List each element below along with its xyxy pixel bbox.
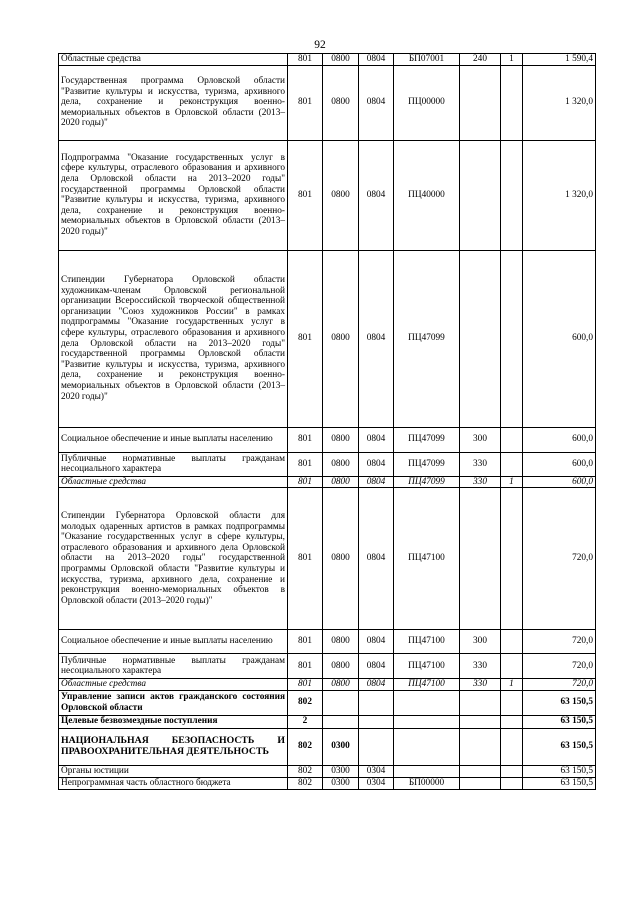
row-name: Публичные нормативные выплаты гражданам несоциального характера bbox=[59, 654, 288, 679]
row-grbs: 801 bbox=[288, 679, 323, 691]
row-sum: 63 150,5 bbox=[523, 765, 596, 777]
row-section: 0800 bbox=[323, 65, 359, 140]
row-sum: 600,0 bbox=[523, 427, 596, 452]
row-name: Государственная программа Орловской области "Развитие культуры и искусства, туризма, архивного дела, сохранение и реконструкция военно-мемориальных объектов в Орловской области (2013–2020 годы)" bbox=[59, 65, 288, 140]
row-grbs: 802 bbox=[288, 777, 323, 789]
row-grbs: 802 bbox=[288, 728, 323, 765]
row-target-article: ПЦ47100 bbox=[394, 679, 460, 691]
row-funding-source: 1 bbox=[501, 54, 523, 66]
table-row bbox=[59, 488, 596, 630]
row-grbs: 801 bbox=[288, 427, 323, 452]
row-grbs: 802 bbox=[288, 765, 323, 777]
row-target-article bbox=[394, 728, 460, 765]
row-section: 0800 bbox=[323, 427, 359, 452]
row-expense-type: 300 bbox=[460, 427, 501, 452]
row-expense-type bbox=[460, 65, 501, 140]
row-funding-source bbox=[501, 452, 523, 476]
row-expense-type bbox=[460, 690, 501, 715]
row-name: Стипендии Губернатора Орловской области художникам-членам Орловской региональной организации Всероссийской творческой общественной организации "Союз художников России" в рамках подпрограммы "Оказание государственных услуг в сфере культуры, отраслевого образования и архивного дела Орловской области на 2013–2020 годы" государственной программы Орловской области "Развитие культуры и искусства, туризма, архивного дела, сохранение и реконструкция военно-мемориальных объектов в Орловской области (2013–2020 годы)" bbox=[59, 250, 288, 427]
row-name: Органы юстиции bbox=[59, 765, 288, 777]
row-target-article: БП07001 bbox=[394, 54, 460, 66]
row-section: 0800 bbox=[323, 654, 359, 679]
row-name: Стипендии Губернатора Орловской области для молодых одаренных артистов в рамках подпрограммы "Оказание государственных услуг в сфере культуры, отраслевого образования и архивного дела Орловской области на 2013–2020 годы" государственной программы Орловской области "Развитие культуры и искусства, туризма, архивного дела, сохранение и реконструкция военно-мемориальных объектов в Орловской области (2013–2020 годы)" bbox=[59, 488, 288, 630]
row-target-article bbox=[394, 715, 460, 728]
row-expense-type: 330 bbox=[460, 679, 501, 691]
row-sum: 600,0 bbox=[523, 250, 596, 427]
row-sum: 63 150,5 bbox=[523, 728, 596, 765]
row-expense-type bbox=[460, 715, 501, 728]
row-funding-source: 1 bbox=[501, 476, 523, 488]
row-section: 0800 bbox=[323, 476, 359, 488]
row-expense-type bbox=[460, 140, 501, 250]
row-sum: 720,0 bbox=[523, 488, 596, 630]
table-row bbox=[59, 690, 596, 715]
row-expense-type: 300 bbox=[460, 630, 501, 654]
row-expense-type bbox=[460, 728, 501, 765]
row-subsection: 0804 bbox=[359, 54, 394, 66]
page-number: 92 bbox=[314, 39, 326, 51]
row-grbs: 2 bbox=[288, 715, 323, 728]
row-expense-type bbox=[460, 765, 501, 777]
row-target-article: ПЦ47099 bbox=[394, 476, 460, 488]
row-funding-source bbox=[501, 65, 523, 140]
row-grbs: 801 bbox=[288, 250, 323, 427]
row-funding-source bbox=[501, 654, 523, 679]
row-section: 0800 bbox=[323, 630, 359, 654]
row-subsection bbox=[359, 715, 394, 728]
row-target-article: ПЦ47100 bbox=[394, 654, 460, 679]
table-row bbox=[59, 54, 596, 66]
row-section: 0800 bbox=[323, 250, 359, 427]
row-funding-source bbox=[501, 630, 523, 654]
table-row bbox=[59, 715, 596, 728]
row-section: 0800 bbox=[323, 679, 359, 691]
row-grbs: 801 bbox=[288, 54, 323, 66]
row-target-article: ПЦ47100 bbox=[394, 630, 460, 654]
row-sum: 600,0 bbox=[523, 452, 596, 476]
budget-table bbox=[58, 53, 596, 790]
row-subsection: 0804 bbox=[359, 630, 394, 654]
table-row bbox=[59, 765, 596, 777]
row-target-article: ПЦ47099 bbox=[394, 250, 460, 427]
row-target-article: ПЦ40000 bbox=[394, 140, 460, 250]
row-expense-type bbox=[460, 250, 501, 427]
row-funding-source bbox=[501, 427, 523, 452]
row-grbs: 801 bbox=[288, 630, 323, 654]
row-subsection: 0804 bbox=[359, 452, 394, 476]
row-expense-type: 330 bbox=[460, 476, 501, 488]
row-name: Управление записи актов гражданского состояния Орловской области bbox=[59, 690, 288, 715]
row-name: Социальное обеспечение и иные выплаты населению bbox=[59, 630, 288, 654]
row-name: Подпрограмма "Оказание государственных услуг в сфере культуры, отраслевого образования и архивного дела Орловской области на 2013–2020 годы" государственной программы Орловской области "Развитие культуры и искусства, туризма, архивного дела, сохранение и реконструкция военно-мемориальных объектов в Орловской области (2013–2020 годы)" bbox=[59, 140, 288, 250]
row-expense-type bbox=[460, 488, 501, 630]
row-name: Непрограммная часть областного бюджета bbox=[59, 777, 288, 789]
row-sum: 63 150,5 bbox=[523, 690, 596, 715]
row-sum: 63 150,5 bbox=[523, 777, 596, 789]
row-subsection: 0804 bbox=[359, 654, 394, 679]
row-target-article: ПЦ47100 bbox=[394, 488, 460, 630]
row-sum: 720,0 bbox=[523, 630, 596, 654]
row-funding-source bbox=[501, 690, 523, 715]
row-grbs: 801 bbox=[288, 140, 323, 250]
row-target-article: ПЦ47099 bbox=[394, 452, 460, 476]
table-row bbox=[59, 630, 596, 654]
row-section: 0800 bbox=[323, 54, 359, 66]
row-name: Областные средства bbox=[59, 54, 288, 66]
row-subsection: 0804 bbox=[359, 427, 394, 452]
row-subsection: 0304 bbox=[359, 765, 394, 777]
row-name: Социальное обеспечение и иные выплаты населению bbox=[59, 427, 288, 452]
row-funding-source bbox=[501, 765, 523, 777]
row-expense-type: 240 bbox=[460, 54, 501, 66]
table-row bbox=[59, 452, 596, 476]
row-section: 0300 bbox=[323, 765, 359, 777]
row-funding-source bbox=[501, 488, 523, 630]
row-section: 0800 bbox=[323, 488, 359, 630]
row-funding-source bbox=[501, 140, 523, 250]
row-subsection: 0804 bbox=[359, 679, 394, 691]
table-row bbox=[59, 427, 596, 452]
row-target-article bbox=[394, 765, 460, 777]
row-section: 0800 bbox=[323, 452, 359, 476]
row-funding-source bbox=[501, 250, 523, 427]
table-row bbox=[59, 140, 596, 250]
row-name: НАЦИОНАЛЬНАЯ БЕЗОПАСНОСТЬ И ПРАВООХРАНИТЕЛЬНАЯ ДЕЯТЕЛЬНОСТЬ bbox=[59, 728, 288, 765]
row-expense-type: 330 bbox=[460, 452, 501, 476]
row-target-article bbox=[394, 690, 460, 715]
row-subsection: 0804 bbox=[359, 488, 394, 630]
row-subsection: 0804 bbox=[359, 476, 394, 488]
row-subsection: 0804 bbox=[359, 65, 394, 140]
row-target-article: ПЦ00000 bbox=[394, 65, 460, 140]
row-subsection: 0804 bbox=[359, 140, 394, 250]
table-row bbox=[59, 476, 596, 488]
row-sum: 1 320,0 bbox=[523, 65, 596, 140]
row-sum: 720,0 bbox=[523, 654, 596, 679]
row-funding-source bbox=[501, 715, 523, 728]
row-sum: 720,0 bbox=[523, 679, 596, 691]
row-name: Областные средства bbox=[59, 679, 288, 691]
row-grbs: 801 bbox=[288, 65, 323, 140]
row-funding-source bbox=[501, 777, 523, 789]
table-row bbox=[59, 679, 596, 691]
table-row bbox=[59, 250, 596, 427]
row-subsection bbox=[359, 690, 394, 715]
row-subsection bbox=[359, 728, 394, 765]
row-name: Целевые безвозмездные поступления bbox=[59, 715, 288, 728]
row-section bbox=[323, 715, 359, 728]
row-grbs: 801 bbox=[288, 476, 323, 488]
table-row bbox=[59, 777, 596, 789]
row-grbs: 801 bbox=[288, 452, 323, 476]
row-name: Областные средства bbox=[59, 476, 288, 488]
row-expense-type bbox=[460, 777, 501, 789]
row-section: 0300 bbox=[323, 777, 359, 789]
row-section: 0300 bbox=[323, 728, 359, 765]
row-grbs: 802 bbox=[288, 690, 323, 715]
row-subsection: 0304 bbox=[359, 777, 394, 789]
row-sum: 1 320,0 bbox=[523, 140, 596, 250]
row-section: 0800 bbox=[323, 140, 359, 250]
row-expense-type: 330 bbox=[460, 654, 501, 679]
row-section bbox=[323, 690, 359, 715]
row-sum: 600,0 bbox=[523, 476, 596, 488]
row-funding-source bbox=[501, 728, 523, 765]
row-grbs: 801 bbox=[288, 488, 323, 630]
row-sum: 63 150,5 bbox=[523, 715, 596, 728]
row-target-article: ПЦ47099 bbox=[394, 427, 460, 452]
row-grbs: 801 bbox=[288, 654, 323, 679]
row-subsection: 0804 bbox=[359, 250, 394, 427]
table-row bbox=[59, 654, 596, 679]
table-row bbox=[59, 728, 596, 765]
row-sum: 1 590,4 bbox=[523, 54, 596, 66]
row-funding-source: 1 bbox=[501, 679, 523, 691]
row-name: Публичные нормативные выплаты гражданам несоциального характера bbox=[59, 452, 288, 476]
row-target-article: БП00000 bbox=[394, 777, 460, 789]
table-row bbox=[59, 65, 596, 140]
